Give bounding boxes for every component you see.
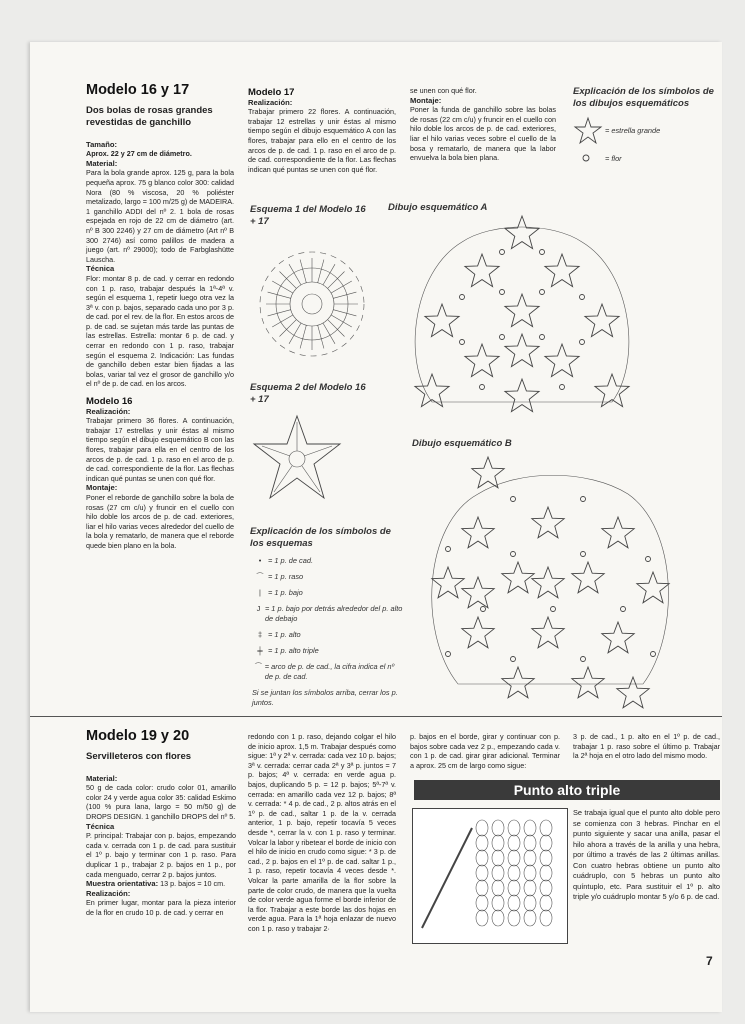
m19-realizacion-text: En primer lugar, montar para la pieza interior de la flor en crudo 10 p. de cad. y cerrar en <box>86 898 236 917</box>
expl-esquemas-title: Explicación de los símbolos de los esquemas <box>250 526 391 549</box>
m19-col2-text: redondo con 1 p. raso, dejando colgar el hilo de inicio aprox. 1,5 m. Trabajar después como sigue: 1ª y 2ª v. cerrada: cada vez 10 p. bajos; 3ª v. cerrada: cerrar cada 2ª y 3ª p. juntos = 7 p. bajos; 4ª v. cerrada: en verde agua p. bajos, duplicando 5 p. = 12 p. bajos; 5ª-7ª v. cerrada: en amarillo cada vez 12 p. bajos; 8ª v. cerrada: * 4 p. de cad., 2 p. altos atrás en el 1º p. de cad., saltar 1 p. de la v. cerrada anterior, 1 p. bajo, repetir tocavía 5 veces desde *, cerrar la v. con 1 p. raso y terminar. Volcar la labor y ribetear el borde de inicio con el hilo de inicio en crudo como sigue: * 3 p. de cad., 2 p. bajos en el 1º p. de cad. saltar 1 p., 1 p. raso, repetir tocavía 4 veces desde *. Volcar la parte amarilla de la flor sobre la parte de color crudo, de manera que la vuelta de color verde agua forme el borde inferior de la flor. Trabajar a este borde las dos hojas en verde agua. Para la 1ª hoja enlazar de nuevo con 1 p. raso y trabajar 2· <box>248 732 396 933</box>
m19-muestra-label: Muestra orientativa: <box>86 879 159 889</box>
m17-montaje-text: Poner la funda de ganchillo sobre las bolas de rosas (22 cm c/u) y fruncir en el cuello con hilo doble los arcos de p. de cad. exteriores, liar el hilo varias veces sobre el cuello de la bosa y rematarlo, de manera que la labor envuelva la bola bien plana. <box>410 105 556 163</box>
magazine-page <box>30 42 722 1012</box>
expl-dibujos-title: Explicación de los símbolos de los dibujos esquemáticos <box>573 86 714 109</box>
modelo-16-column <box>86 82 235 551</box>
m19-col4-text: 3 p. de cad., 1 p. alto en el 1º p. de cad., trabajar 1 p. raso sobre el último p. Trabajar la 2ª hoja en el otro lado del mismo modo. <box>573 732 720 761</box>
m16-realizacion-label: Realización: <box>86 406 131 416</box>
modelo-16-title: Modelo 16 <box>86 396 133 408</box>
m17-realizacion-label: Realización: <box>248 97 293 107</box>
tecnica-label: Técnica <box>86 264 115 274</box>
section-divider <box>30 716 722 717</box>
modelo-17-montaje-column <box>410 86 556 163</box>
tamano-text: Aprox. 22 y 27 cm de diámetro. <box>86 149 192 159</box>
esquema-2-title: Esquema 2 del Modelo 16 + 17 <box>250 382 366 405</box>
m16-montaje-text: Poner el reborde de ganchillo sobre la bola de rosas (27 cm c/u) y fruncir en el cuello con hilo doble los arcos de p. de cad. exteriores, liar el hilo varias veces alrededor del cuello de la bola y rematarlo, de manera que el reborde quede bien plano en la bola. <box>86 492 234 550</box>
modelo-19-20-title: Modelo 19 y 20 <box>86 728 190 744</box>
leg-cad: = 1 p. de cad. <box>268 556 313 565</box>
m19-tecnica-label: Técnica <box>86 821 115 831</box>
tamano-label: Tamaño: <box>86 139 118 149</box>
esquema-2-diagram <box>252 414 342 504</box>
dibujo-a-title: Dibujo esquemático A <box>388 202 488 213</box>
dibujo-a-diagram <box>402 212 642 432</box>
arco-symbol-icon: ⌒ <box>254 662 263 671</box>
m17-montaje-label: Montaje: <box>410 95 442 105</box>
page-number: 7 <box>706 954 713 968</box>
modelo-19-column-4 <box>573 732 720 761</box>
m19-realizacion-label: Realización: <box>86 888 131 898</box>
flor-legend: = flor <box>605 154 622 163</box>
estrella-legend: = estrella grande <box>605 126 661 135</box>
bajo-detras-symbol-icon: J <box>256 604 261 613</box>
m19-material-label: Material: <box>86 773 118 783</box>
esquema-legend <box>252 556 404 708</box>
m17-realizacion-text: Trabajar primero 22 flores. A continuación, trabajar 12 estrellas y unir éstas al mismo tiempo según el dibujo esquemático A con las flores, trabajar para ello en el centro de los arcos de p. de cad. 1 p. raso en el arco de p. de cad. correspondiente de la flor. Las flechas indican qué puntas se unen con qué flor. <box>248 107 396 174</box>
m16-realizacion-text: Trabajar primero 36 flores. A continuación, trabajar 17 estrellas y unir éstas al mismo tiempo según el dibujo esquemático B con las flores, trabajar para ella en el centro de los arcos de p. de cad. 1 p. raso en el arco de p. de cad. correspondiente de la flor. Las flechas indican qué puntas se unen con qué flor. <box>86 416 234 483</box>
modelo-19-column-3 <box>410 732 560 770</box>
modelo-19-column <box>86 728 236 918</box>
m16-montaje-label: Montaje: <box>86 483 118 493</box>
m19-col3-text: p. bajos en el borde, girar y continuar con p. bajos sobre cada vez 2 p., empezando cada v. con 1 p. de cad. girar girar adicional. Terminar a aprox. 25 cm de largo como sigue: <box>410 732 560 770</box>
raso-symbol-icon: ⌒ <box>256 572 264 581</box>
material-text: Para la bola grande aprox. 125 g, para la bola pequeña aprox. 75 g blanco color 300: calidad Nora (80 % viscosa, 20 % poliéster metalizado, largo = 100 m/25 g) de MADEIRA. 1 ganchillo ADDI del nº 2. 1 bola de rosas espejada en rojo de 22 cm de diámetro (art. nº B 300 2246) y 27 cm de diámetro (Art nº B 300 2746) así como palillos de madera a juego (art. nº 29000); todo de Farbglashütte Lauscha. <box>86 168 235 264</box>
leg-raso: = 1 p. raso <box>268 572 304 581</box>
m19-material-text: 50 g de cada color: crudo color 01, amarillo color 24 y verde agua color 35: calidad Eskimo (100 % pura lana, largo = 50 m/50 g) de DROPS DESIGN. 1 ganchillo DROPS del nº 5. <box>86 783 236 821</box>
cad-symbol-icon: • <box>258 556 262 565</box>
modelo-17-title: Modelo 17 <box>248 87 295 98</box>
punto-alto-triple-text-column <box>573 808 720 903</box>
dibujo-b-title: Dibujo esquemático B <box>412 438 512 449</box>
leg-bajo: = 1 p. bajo <box>268 588 303 597</box>
star-symbol-icon <box>573 116 603 146</box>
leg-note: Si se juntan los símbolos arriba, cerrar los p. juntos. <box>252 688 398 707</box>
bajo-symbol-icon: | <box>259 588 261 597</box>
modelo-19-column-2 <box>248 732 396 933</box>
punto-alto-triple-banner: Punto alto triple <box>414 780 720 800</box>
punto-alto-triple-text: Se trabaja igual que el punto alto doble pero se comienza con 3 hebras. Pinchar en el punto siguiente y sacar una anilla, pasar el hilo ahora a través de la anilla y una hebra, por último a través de las 2 últimas anillas. Con cuatro hebras obtiene un punto alto cuádruplo, con 5 hebras un punto alto quíntuplo, etc. Para sustituir el 1º p. alto triple y/o cuádruplo montar 5 y/o 6 p. de cad. <box>573 808 720 901</box>
leg-bajo-detras: = 1 p. bajo por detrás alrededor del p. alto de debajo <box>264 604 403 623</box>
tecnica-text: Flor: montar 8 p. de cad. y cerrar en redondo con 1 p. raso, trabajar después la 1ª-4ª v. según el esquema 1, repetir luego otra vez la 3ª v. con p. bajos, separado cada uno por 3 p. de cad. por el rev. de la flor. En estos arcos de p. de cad. se sujetan más tarde las puntas de las estrellas. Estrella: montar 6 p. de cad. y cerrar en redondo con 1 p. raso, trabajar según el esquema 2. Indicación: Las fundas de ganchillo deben estar bien fijadas a las bolas, variar tal vez el grosor de ganchillo y/o el nº de p. de cad. en los arcos. <box>86 273 234 389</box>
leg-triple: = 1 p. alto triple <box>268 646 319 655</box>
modelo-16-17-subtitle: Dos bolas de rosas grandes revestidas de ganchillo <box>86 104 213 128</box>
m19-tecnica-text: P. principal: Trabajar con p. bajos, empezando cada v. cerrada con 1 p. de cad. para sustituir el 1º p. bajo y terminar con 1 p. raso. Para duplicar 1 p., trabajar 2 p. bajos en 1 p., por cada menguado, cerrar 2 p. bajos juntos. <box>86 831 236 879</box>
modelo-17-column <box>248 88 396 174</box>
modelo-19-20-subtitle: Servilleteros con flores <box>86 750 192 762</box>
dibujo-b-diagram <box>418 454 680 710</box>
leg-alto: = 1 p. alto <box>268 630 301 639</box>
esquema-1-diagram <box>252 244 372 364</box>
punto-alto-triple-illustration <box>412 808 568 944</box>
material-label: Material: <box>86 158 118 168</box>
alto-symbol-icon: ‡ <box>257 630 263 639</box>
leg-arco: = arco de p. de cad., la cifra indica el nº de p. de cad. <box>264 662 395 681</box>
modelo-16-17-title: Modelo 16 y 17 <box>86 82 190 98</box>
esquema-1-title: Esquema 1 del Modelo 16 + 17 <box>250 204 366 227</box>
m17-intro: se unen con qué flor. <box>410 86 477 95</box>
m19-muestra-text: 13 p. bajos = 10 cm. <box>160 879 226 889</box>
flower-symbol-icon <box>581 153 591 163</box>
triple-symbol-icon: ╪ <box>257 646 263 655</box>
